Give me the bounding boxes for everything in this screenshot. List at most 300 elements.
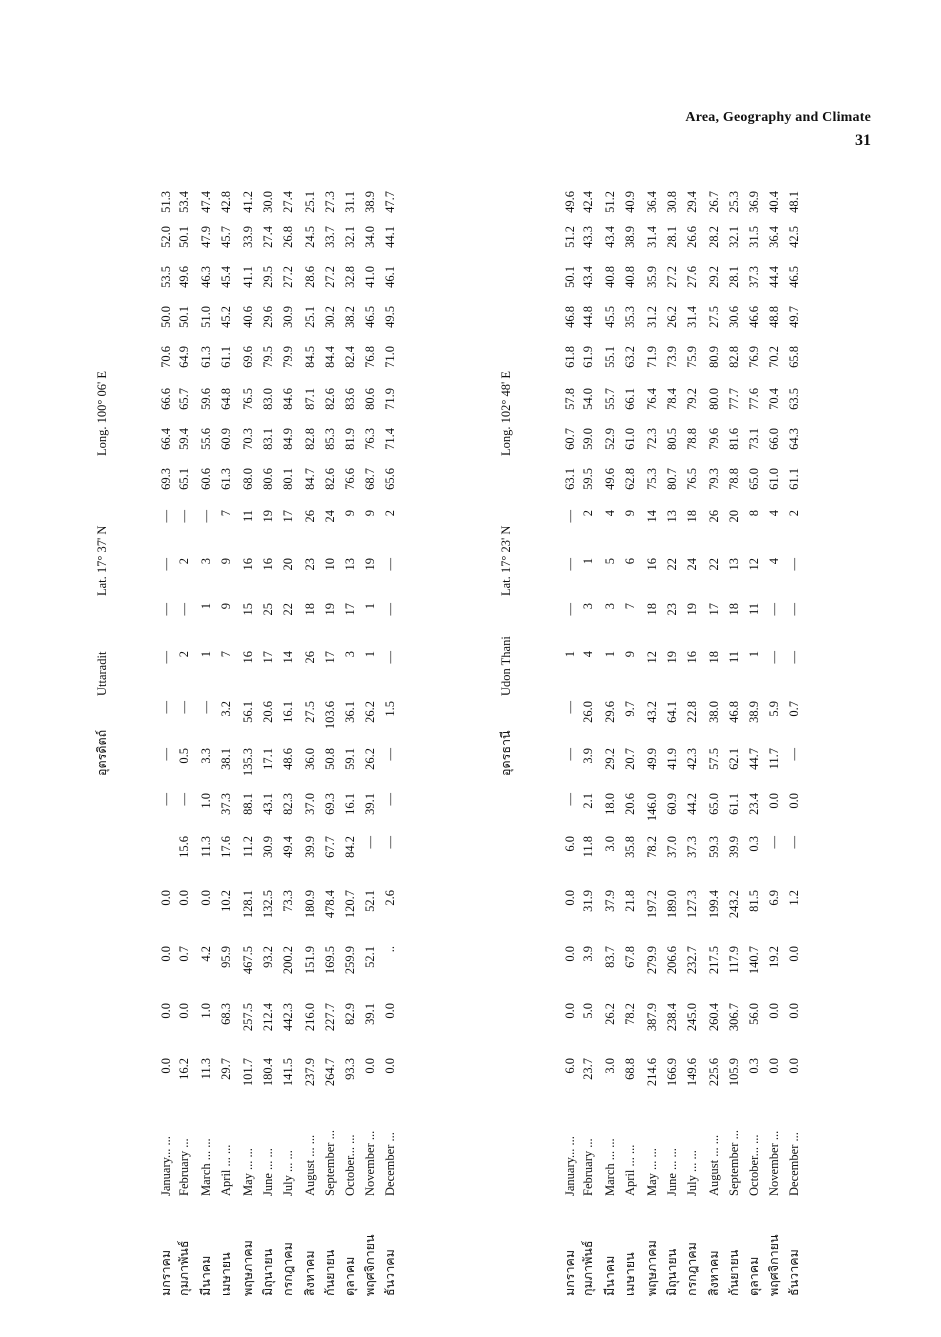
month-thai-label: กันยายน (323, 1249, 337, 1296)
table-row (743, 166, 765, 1296)
table-cell: 3.0 (603, 836, 617, 852)
table-cell: 146.0 (645, 793, 659, 822)
month-thai-label: มกราคม (159, 1249, 173, 1296)
table-cell: 15.6 (177, 836, 191, 858)
table-cell: 1 (199, 651, 213, 658)
table-cell: 13 (343, 558, 357, 571)
table-cell: 16.1 (343, 793, 357, 815)
month-thai-label: มีนาคม (603, 1255, 617, 1296)
table-cell: 48.1 (787, 191, 801, 213)
table-cell: 62.8 (623, 468, 637, 490)
table-cell: 35.8 (623, 836, 637, 858)
table-cell: 26.6 (685, 226, 699, 248)
table-cell: 14 (281, 651, 295, 664)
table-cell: 84.9 (281, 428, 295, 450)
month-thai-label: กุมภาพันธ์ (177, 1240, 191, 1296)
table-cell: 80.5 (665, 428, 679, 450)
table-cell: 260.4 (707, 1003, 721, 1032)
month-thai-label: พฤศจิกายน (767, 1234, 781, 1296)
table-row (703, 166, 725, 1296)
table-cell: 44.2 (685, 793, 699, 815)
table-cell: 17 (261, 651, 275, 664)
table-cell: 2 (787, 510, 801, 517)
table-cell: 34.0 (363, 226, 377, 248)
table-cell: 82.6 (323, 388, 337, 410)
table-cell: 132.5 (261, 890, 275, 919)
table-cell: 5 (603, 558, 617, 565)
table-cell: 9.7 (623, 701, 637, 717)
station-thai-name: อุตรดิตถ์ (95, 729, 109, 776)
table-cell: 78.8 (727, 468, 741, 490)
month-english-label: November ... (363, 1130, 377, 1196)
month-thai-label: พฤษภาคม (241, 1240, 255, 1296)
table-cell: — (767, 603, 781, 616)
table-cell: — (767, 651, 781, 664)
table-cell: 76.3 (363, 428, 377, 450)
table-cell: 24 (323, 510, 337, 523)
table-cell: 25 (261, 603, 275, 616)
page-number: 31 (855, 132, 871, 149)
table-cell: 0.0 (199, 890, 213, 906)
month-english-label: August ... ... (303, 1134, 317, 1196)
table-cell: 31.4 (645, 226, 659, 248)
table-cell: 22 (281, 603, 295, 616)
table-cell: 36.4 (767, 226, 781, 248)
table-cell: 41.1 (241, 266, 255, 288)
table-cell: 2 (383, 510, 397, 517)
table-cell: 6 (623, 558, 637, 565)
table-cell: 478.4 (323, 890, 337, 919)
table-cell: 83.0 (261, 388, 275, 410)
table-cell: 16 (241, 558, 255, 571)
table-cell: 245.0 (685, 1003, 699, 1032)
table-cell: 14 (645, 510, 659, 523)
month-thai-label: ตุลาคม (747, 1256, 761, 1296)
table-cell: 37.0 (303, 793, 317, 815)
table-cell: 0.0 (563, 1003, 577, 1019)
table-cell: 0.0 (563, 890, 577, 906)
table-cell: 49.6 (603, 468, 617, 490)
table-cell: 18 (727, 603, 741, 616)
table-cell: 243.2 (727, 890, 741, 919)
table-cell: 83.6 (343, 388, 357, 410)
table-cell: 0.0 (177, 1003, 191, 1019)
table-cell: 20 (281, 558, 295, 571)
table-cell: 25.1 (303, 306, 317, 328)
table-cell: 23.7 (581, 1058, 595, 1080)
table-cell: 0.0 (383, 1058, 397, 1074)
table-cell: 30.2 (323, 306, 337, 328)
table-cell: 46.5 (787, 266, 801, 288)
table-cell: 50.0 (159, 306, 173, 328)
table-cell: 7 (219, 651, 233, 658)
table-cell: 82.8 (727, 346, 741, 368)
table-cell: 63.2 (623, 346, 637, 368)
table-cell: 11.3 (199, 1058, 213, 1080)
table-row (641, 166, 663, 1296)
table-cell: 237.9 (303, 1058, 317, 1087)
table-cell: 2 (177, 558, 191, 565)
table-cell: 66.6 (159, 388, 173, 410)
table-row (681, 166, 703, 1296)
table-cell: 47.9 (199, 226, 213, 248)
table-row (173, 166, 195, 1296)
table-cell: 279.9 (645, 946, 659, 975)
table-cell: 71.9 (383, 388, 397, 410)
table-cell: 11.8 (581, 836, 595, 858)
month-english-label: January... ... (159, 1136, 173, 1196)
table-cell: 26.0 (581, 701, 595, 723)
table-cell: 4 (581, 651, 595, 658)
table-cell: 10 (323, 558, 337, 571)
table-cell: 39.1 (363, 1003, 377, 1025)
table-cell: 76.5 (241, 388, 255, 410)
table-cell: 82.3 (281, 793, 295, 815)
table-cell: 27.2 (281, 266, 295, 288)
table-cell: 26 (303, 651, 317, 664)
station-name: Uttaradit (95, 651, 109, 696)
table-cell: 11.7 (767, 748, 781, 770)
table-cell: 88.1 (241, 793, 255, 815)
table-cell: 60.7 (563, 428, 577, 450)
table-cell: 68.3 (219, 1003, 233, 1025)
table-cell: 61.3 (199, 346, 213, 368)
table-cell: 37.3 (685, 836, 699, 858)
table-cell: 17.6 (219, 836, 233, 858)
table-cell: 180.9 (303, 890, 317, 919)
table-cell: 46.5 (363, 306, 377, 328)
table-cell: 19 (685, 603, 699, 616)
table-row (339, 166, 361, 1296)
table-cell: 59.6 (199, 388, 213, 410)
table-cell: 180.4 (261, 1058, 275, 1087)
table-cell: 21.8 (623, 890, 637, 912)
table-cell: 0.0 (177, 890, 191, 906)
table-cell: — (199, 701, 213, 714)
table-cell: 0.0 (767, 1003, 781, 1019)
table-cell: 0.0 (563, 946, 577, 962)
table-cell: 31.9 (581, 890, 595, 912)
table-cell: 80.6 (261, 468, 275, 490)
table-cell: 79.6 (707, 428, 721, 450)
table-cell: 200.2 (281, 946, 295, 975)
table-cell: 84.7 (303, 468, 317, 490)
table-cell: 84.6 (281, 388, 295, 410)
table-cell: 16.1 (281, 701, 295, 723)
table-cell: 166.9 (665, 1058, 679, 1087)
table-cell: — (177, 603, 191, 616)
table-cell: 206.6 (665, 946, 679, 975)
table-cell: 18.0 (603, 793, 617, 815)
table-cell: 78.4 (665, 388, 679, 410)
table-cell: — (383, 748, 397, 761)
table-cell: 40.6 (241, 306, 255, 328)
table-cell: 16 (241, 651, 255, 664)
table-cell: 60.9 (219, 428, 233, 450)
table-cell: 16 (645, 558, 659, 571)
table-cell: 44.4 (767, 266, 781, 288)
table-cell: 4 (767, 510, 781, 517)
table-cell: 4.2 (199, 946, 213, 962)
table-cell: 39.9 (727, 836, 741, 858)
table-cell: 69.3 (323, 793, 337, 815)
table-cell: 6.9 (767, 890, 781, 906)
table-cell: 55.6 (199, 428, 213, 450)
table-cell: 67.7 (323, 836, 337, 858)
table-cell: 65.0 (747, 468, 761, 490)
table-cell: 101.7 (241, 1058, 255, 1087)
table-cell: 52.1 (363, 946, 377, 968)
month-english-label: February ... (581, 1138, 595, 1196)
table-cell: 61.1 (787, 468, 801, 490)
table-cell: — (383, 836, 397, 849)
table-cell: 66.4 (159, 428, 173, 450)
table-cell: 44.1 (383, 226, 397, 248)
table-cell: — (177, 701, 191, 714)
table-cell: 0.3 (747, 1058, 761, 1074)
table-cell: 49.5 (383, 306, 397, 328)
table-cell: 25.3 (727, 191, 741, 213)
table-cell: 36.9 (747, 191, 761, 213)
table-cell: 6.0 (563, 836, 577, 852)
table-cell: — (787, 836, 801, 849)
table-cell: 0.7 (787, 701, 801, 717)
table-cell: 46.1 (383, 266, 397, 288)
table-cell: 75.9 (685, 346, 699, 368)
table-cell: 1.0 (199, 793, 213, 809)
table-cell: 55.1 (603, 346, 617, 368)
table-cell: 29.7 (219, 1058, 233, 1080)
table-cell: 20.6 (261, 701, 275, 723)
table-cell: 50.8 (323, 748, 337, 770)
table-cell: 1 (747, 651, 761, 658)
table-cell: 56.0 (747, 1003, 761, 1025)
table-cell: 82.8 (303, 428, 317, 450)
table-cell: 42.3 (685, 748, 699, 770)
table-row (577, 166, 599, 1296)
station-thai-name: อุดรธานี (499, 730, 513, 776)
table-cell: 37.9 (603, 890, 617, 912)
table-cell: 30.0 (261, 191, 275, 213)
page-header (685, 110, 871, 150)
table-cell: 30.6 (727, 306, 741, 328)
table-cell: 79.3 (707, 468, 721, 490)
table-cell: 70.2 (767, 346, 781, 368)
table-cell: 61.3 (219, 468, 233, 490)
table-row (763, 166, 785, 1296)
table-cell: — (383, 603, 397, 616)
table-cell: 151.9 (303, 946, 317, 975)
table-cell: 135.3 (241, 748, 255, 777)
table-cell: 70.4 (767, 388, 781, 410)
table-cell: 127.3 (685, 890, 699, 919)
table-cell: 51.0 (199, 306, 213, 328)
month-english-label: March ... ... (603, 1138, 617, 1196)
table-cell: 0.0 (159, 1058, 173, 1074)
table-cell: — (767, 836, 781, 849)
table-cell: 65.8 (787, 346, 801, 368)
month-thai-label: ธันวาคม (787, 1249, 801, 1296)
table-cell: 17 (281, 510, 295, 523)
table-row (215, 166, 237, 1296)
table-cell: 6.0 (563, 1058, 577, 1074)
table-cell: 93.2 (261, 946, 275, 968)
table-cell: 3.3 (199, 748, 213, 764)
table-cell: 64.1 (665, 701, 679, 723)
month-thai-label: กุมภาพันธ์ (581, 1240, 595, 1296)
table-cell: 68.8 (623, 1058, 637, 1080)
table-cell: — (787, 748, 801, 761)
table-cell: 76.6 (343, 468, 357, 490)
table-cell: 2.6 (383, 890, 397, 906)
month-thai-label: ตุลาคม (343, 1256, 357, 1296)
table-row (195, 166, 217, 1296)
table-cell: 16 (685, 651, 699, 664)
table-cell: — (563, 603, 577, 616)
month-english-label: July ... ... (685, 1150, 699, 1196)
month-thai-label: มกราคม (563, 1249, 577, 1296)
table-cell: — (159, 748, 173, 761)
table-cell: 217.5 (707, 946, 721, 975)
table-cell: 62.1 (727, 748, 741, 770)
table-cell: 40.8 (623, 266, 637, 288)
table-cell: — (787, 651, 801, 664)
table-cell: 84.4 (323, 346, 337, 368)
month-thai-label: กรกฎาคม (685, 1242, 699, 1296)
table-cell: 17 (343, 603, 357, 616)
table-cell: 12 (747, 558, 761, 571)
table-cell: 69.3 (159, 468, 173, 490)
station-latitude: Lat. 17° 23' N (499, 525, 513, 596)
table-row (783, 166, 805, 1296)
table-cell: 24 (685, 558, 699, 571)
table-cell: 3.9 (581, 748, 595, 764)
table-cell: 306.7 (727, 1003, 741, 1032)
table-cell: 65.1 (177, 468, 191, 490)
month-thai-label: ธันวาคม (383, 1249, 397, 1296)
month-thai-label: กันยายน (727, 1249, 741, 1296)
table-cell: — (199, 510, 213, 523)
table-cell: 51.3 (159, 191, 173, 213)
table-cell: 1 (363, 603, 377, 610)
table-cell: 29.6 (261, 306, 275, 328)
month-english-label: July ... ... (281, 1150, 295, 1196)
table-cell: 93.3 (343, 1058, 357, 1080)
table-cell: 15 (241, 603, 255, 616)
table-cell: 42.4 (581, 191, 595, 213)
table-cell: 79.5 (261, 346, 275, 368)
table-cell: 18 (685, 510, 699, 523)
table-cell: 64.3 (787, 428, 801, 450)
table-cell: — (787, 558, 801, 571)
table-cell: 30.9 (261, 836, 275, 858)
table-cell: .. (383, 946, 397, 953)
table-cell: 28.6 (303, 266, 317, 288)
month-english-label: October... ... (747, 1134, 761, 1196)
table-cell: 33.9 (241, 226, 255, 248)
table-cell: 66.1 (623, 388, 637, 410)
table-cell: 46.8 (727, 701, 741, 723)
table-cell: 82.6 (323, 468, 337, 490)
table-cell: 39.1 (363, 793, 377, 815)
table-cell: 38.0 (707, 701, 721, 723)
table-cell: 17 (323, 651, 337, 664)
table-cell: 105.9 (727, 1058, 741, 1087)
table-cell: 12 (645, 651, 659, 664)
table-cell: 52.9 (603, 428, 617, 450)
table-cell: 82.9 (343, 1003, 357, 1025)
table-cell: 50.1 (563, 266, 577, 288)
table-cell: 44.7 (747, 748, 761, 770)
table-cell: 61.8 (563, 346, 577, 368)
table-cell: 38.9 (363, 191, 377, 213)
table-cell: — (159, 651, 173, 664)
station-longitude: Long. 102° 48' E (499, 370, 513, 456)
table-cell: 26.7 (707, 191, 721, 213)
table-cell: 60.6 (199, 468, 213, 490)
table-cell: 13 (665, 510, 679, 523)
table-cell: 81.5 (747, 890, 761, 912)
table-cell: 20.7 (623, 748, 637, 770)
station-longitude: Long. 100° 06' E (95, 370, 109, 456)
table-cell: 10.2 (219, 890, 233, 912)
month-english-label: June ... ... (261, 1148, 275, 1196)
station-line (495, 166, 517, 1296)
table-cell: 0.0 (767, 1058, 781, 1074)
table-cell: 212.4 (261, 1003, 275, 1032)
table-cell: 23 (665, 603, 679, 616)
table-cell: 82.4 (343, 346, 357, 368)
table-cell: 24.5 (303, 226, 317, 248)
table-cell: 76.5 (685, 468, 699, 490)
table-cell: — (563, 701, 577, 714)
table-cell: 35.9 (645, 266, 659, 288)
table-cell: 9 (623, 510, 637, 517)
table-row (299, 166, 321, 1296)
table-cell: 232.7 (685, 946, 699, 975)
table-cell: 214.6 (645, 1058, 659, 1087)
table-cell: 17.1 (261, 748, 275, 770)
month-thai-label: กรกฎาคม (281, 1242, 295, 1296)
table-cell: 0.5 (177, 748, 191, 764)
table-cell: 64.8 (219, 388, 233, 410)
table-cell: 120.7 (343, 890, 357, 919)
table-cell: 47.7 (383, 191, 397, 213)
table-cell: 46.8 (563, 306, 577, 328)
table-cell: 45.5 (603, 306, 617, 328)
table-cell: 29.6 (603, 701, 617, 723)
table-cell: 26.2 (363, 748, 377, 770)
table-cell: 17 (707, 603, 721, 616)
table-cell: 28.1 (727, 266, 741, 288)
table-cell: 52.1 (363, 890, 377, 912)
table-cell: 5.9 (767, 701, 781, 717)
table-cell: 65.7 (177, 388, 191, 410)
table-cell: 7 (623, 603, 637, 610)
table-cell: 20 (727, 510, 741, 523)
table-cell: 60.9 (665, 793, 679, 815)
table-cell: 37.0 (665, 836, 679, 858)
table-cell: 71.4 (383, 428, 397, 450)
month-thai-label: สิงหาคม (303, 1250, 317, 1296)
table-cell: 31.4 (685, 306, 699, 328)
table-row (379, 166, 401, 1296)
table-cell: 59.3 (707, 836, 721, 858)
month-english-label: February ... (177, 1138, 191, 1196)
table-cell: 49.6 (177, 266, 191, 288)
table-cell: 61.0 (623, 428, 637, 450)
table-cell: 259.9 (343, 946, 357, 975)
